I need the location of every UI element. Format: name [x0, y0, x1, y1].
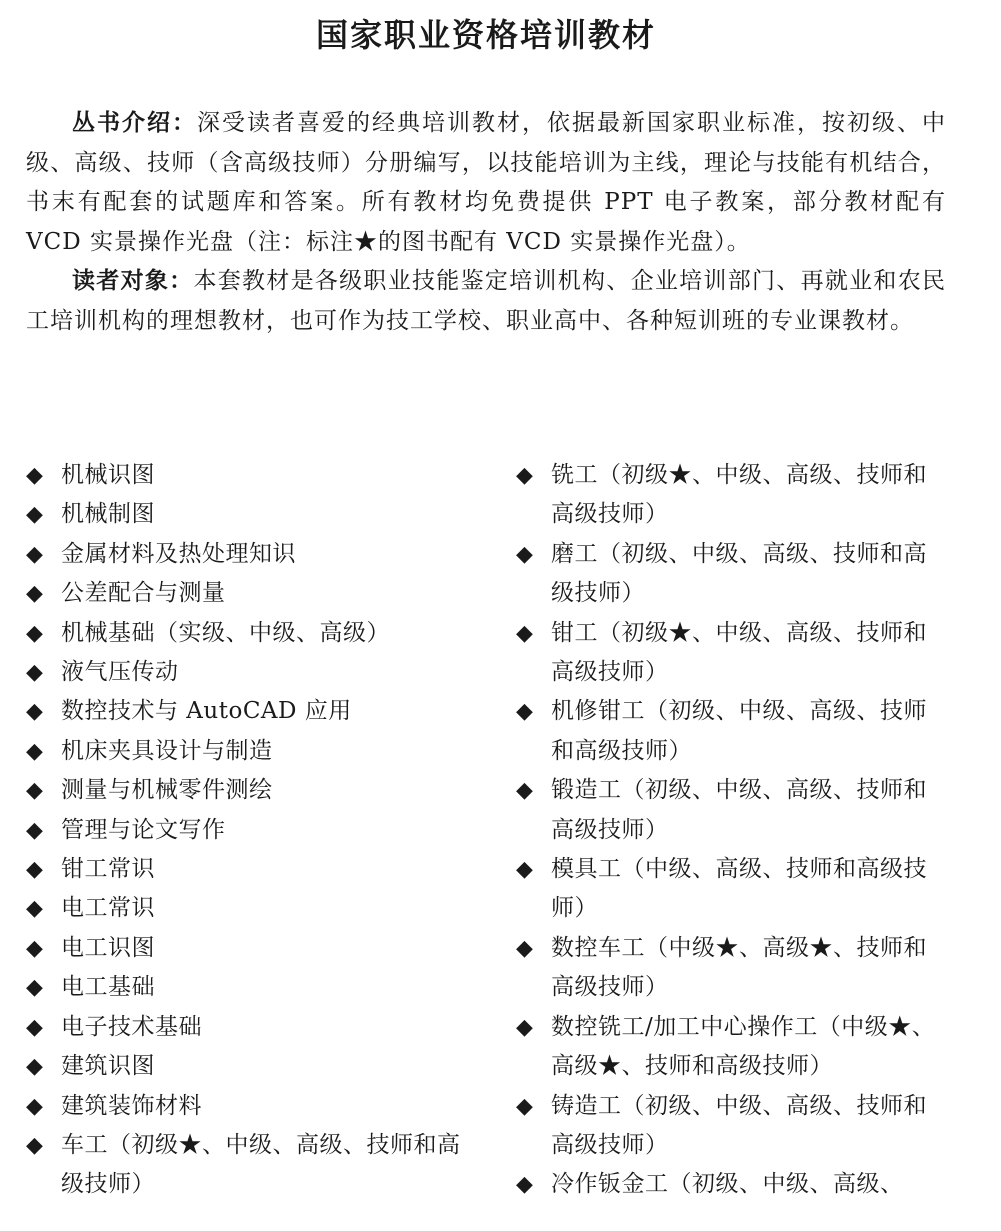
- diamond-bullet-icon: ◆: [26, 1093, 44, 1119]
- book-list-item: [26, 732, 466, 771]
- series-intro-label: 丛书介绍：: [72, 110, 197, 136]
- book-list-item: [26, 968, 466, 1007]
- book-list-item: [26, 653, 466, 692]
- diamond-bullet-icon: ◆: [26, 975, 44, 1001]
- book-title: 冷作钣金工（初级、中级、高级、: [551, 1171, 904, 1198]
- book-title: 电子技术基础: [61, 1013, 202, 1040]
- diamond-bullet-icon: ◆: [516, 778, 534, 804]
- book-list-item: [26, 535, 466, 574]
- book-series-page: [26, 12, 947, 1198]
- book-title: 电工常识: [61, 895, 155, 922]
- book-list-item: [26, 850, 466, 889]
- book-title: 电工识图: [61, 934, 155, 961]
- book-title: 金属材料及热处理知识: [61, 540, 296, 567]
- book-title: 建筑识图: [61, 1053, 155, 1080]
- book-list-item: [516, 614, 946, 693]
- book-title: 机床夹具设计与制造: [61, 737, 273, 764]
- book-list-item: [516, 929, 946, 1008]
- book-list-item: [516, 692, 946, 771]
- diamond-bullet-icon: ◆: [516, 1172, 534, 1198]
- book-list-item: [26, 495, 466, 534]
- diamond-bullet-icon: ◆: [516, 541, 534, 567]
- diamond-bullet-icon: ◆: [26, 935, 44, 961]
- diamond-bullet-icon: ◆: [516, 463, 534, 488]
- right-book-list: [516, 456, 946, 1205]
- diamond-bullet-icon: ◆: [516, 1093, 534, 1119]
- book-list-item: [26, 811, 466, 850]
- diamond-bullet-icon: ◆: [26, 1054, 44, 1080]
- book-title: 车工（初级★、中级、高级、技师和高级技师）: [61, 1131, 461, 1198]
- book-list-item: [516, 456, 946, 535]
- book-title: 铸造工（初级、中级、高级、技师和高级技师）: [551, 1092, 927, 1158]
- book-list-item: [26, 889, 466, 928]
- book-list-item: [516, 1008, 946, 1087]
- diamond-bullet-icon: ◆: [26, 502, 44, 528]
- audience-text: 本套教材是各级职业技能鉴定培训机构、企业培训部门、再就业和农民工培训机构的理想教材，也可作为技工学校、职业高中、各种短训班的专业课教材。: [26, 268, 947, 334]
- diamond-bullet-icon: ◆: [516, 1014, 534, 1040]
- diamond-bullet-icon: ◆: [26, 738, 44, 764]
- book-title: 数控技术与 AutoCAD 应用: [61, 698, 352, 725]
- diamond-bullet-icon: ◆: [26, 778, 44, 804]
- diamond-bullet-icon: ◆: [516, 699, 534, 725]
- book-list-item: [26, 614, 466, 653]
- diamond-bullet-icon: ◆: [26, 660, 44, 686]
- diamond-bullet-icon: ◆: [26, 1014, 44, 1040]
- book-title: 液气压传动: [61, 659, 179, 686]
- diamond-bullet-icon: ◆: [26, 581, 44, 607]
- diamond-bullet-icon: ◆: [26, 857, 44, 883]
- book-title: 管理与论文写作: [61, 816, 226, 843]
- diamond-bullet-icon: ◆: [516, 935, 534, 961]
- book-title: 磨工（初级、中级、高级、技师和高级技师）: [551, 540, 927, 607]
- diamond-bullet-icon: ◆: [516, 620, 534, 646]
- diamond-bullet-icon: ◆: [26, 699, 44, 725]
- diamond-bullet-icon: ◆: [26, 463, 44, 488]
- book-title: 数控铣工/加工中心操作工（中级★、高级★、技师和高级技师）: [551, 1013, 936, 1080]
- diamond-bullet-icon: ◆: [26, 1132, 44, 1158]
- book-list-item: [26, 1087, 466, 1126]
- book-list-item: [26, 1008, 466, 1047]
- book-list-item: [26, 929, 466, 968]
- book-list-item: [26, 1047, 466, 1086]
- book-title: 机修钳工（初级、中级、高级、技师和高级技师）: [551, 698, 927, 764]
- book-title: 钳工常识: [61, 856, 155, 883]
- book-list-item: [516, 535, 946, 614]
- book-title: 电工基础: [61, 974, 155, 1001]
- book-title: 铣工（初级★、中级、高级、技师和高级技师）: [551, 462, 927, 528]
- book-list-item: [26, 456, 466, 495]
- book-title: 建筑装饰材料: [61, 1092, 202, 1119]
- book-list-item: [26, 692, 466, 731]
- left-book-list: [26, 456, 466, 1205]
- book-title: 模具工（中级、高级、技师和高级技师）: [551, 856, 927, 922]
- book-list-item: [516, 850, 946, 929]
- diamond-bullet-icon: ◆: [26, 541, 44, 567]
- audience-label: 读者对象：: [72, 268, 194, 294]
- diamond-bullet-icon: ◆: [516, 857, 534, 883]
- book-title: 钳工（初级★、中级、高级、技师和高级技师）: [551, 619, 927, 686]
- book-title: 机械制图: [61, 501, 155, 528]
- series-intro-text: 深受读者喜爱的经典培训教材，依据最新国家职业标准，按初级、中级、高级、技师（含高级技师）分册编写，以技能培训为主线，理论与技能有机结合，书末有配套的试题库和答案。所有教材均免费提供 PPT 电子教案，部分教材配有 VCD 实景操作光盘（注：标注★的图书配有 VCD 实景操作光盘）。: [26, 110, 946, 255]
- book-list-item: [26, 1126, 466, 1205]
- book-title: 测量与机械零件测绘: [61, 777, 273, 804]
- series-intro-paragraph: [26, 104, 946, 262]
- book-list-item: [26, 574, 466, 613]
- book-title: 机械识图: [61, 462, 155, 488]
- audience-paragraph: [26, 262, 946, 341]
- page-title: 国家职业资格培训教材: [315, 16, 656, 54]
- book-title: 数控车工（中级★、高级★、技师和高级技师）: [551, 934, 927, 1001]
- book-list-item: [26, 771, 466, 810]
- book-list-item: [516, 1165, 946, 1204]
- diamond-bullet-icon: ◆: [26, 817, 44, 843]
- book-list-item: [516, 771, 946, 850]
- book-title: 机械基础（实级、中级、高级）: [61, 619, 390, 646]
- book-lists: [26, 456, 946, 1205]
- book-title: 公差配合与测量: [61, 580, 226, 607]
- diamond-bullet-icon: ◆: [26, 896, 44, 922]
- book-list-item: [516, 1087, 946, 1166]
- diamond-bullet-icon: ◆: [26, 620, 44, 646]
- book-title: 锻造工（初级、中级、高级、技师和高级技师）: [551, 777, 927, 843]
